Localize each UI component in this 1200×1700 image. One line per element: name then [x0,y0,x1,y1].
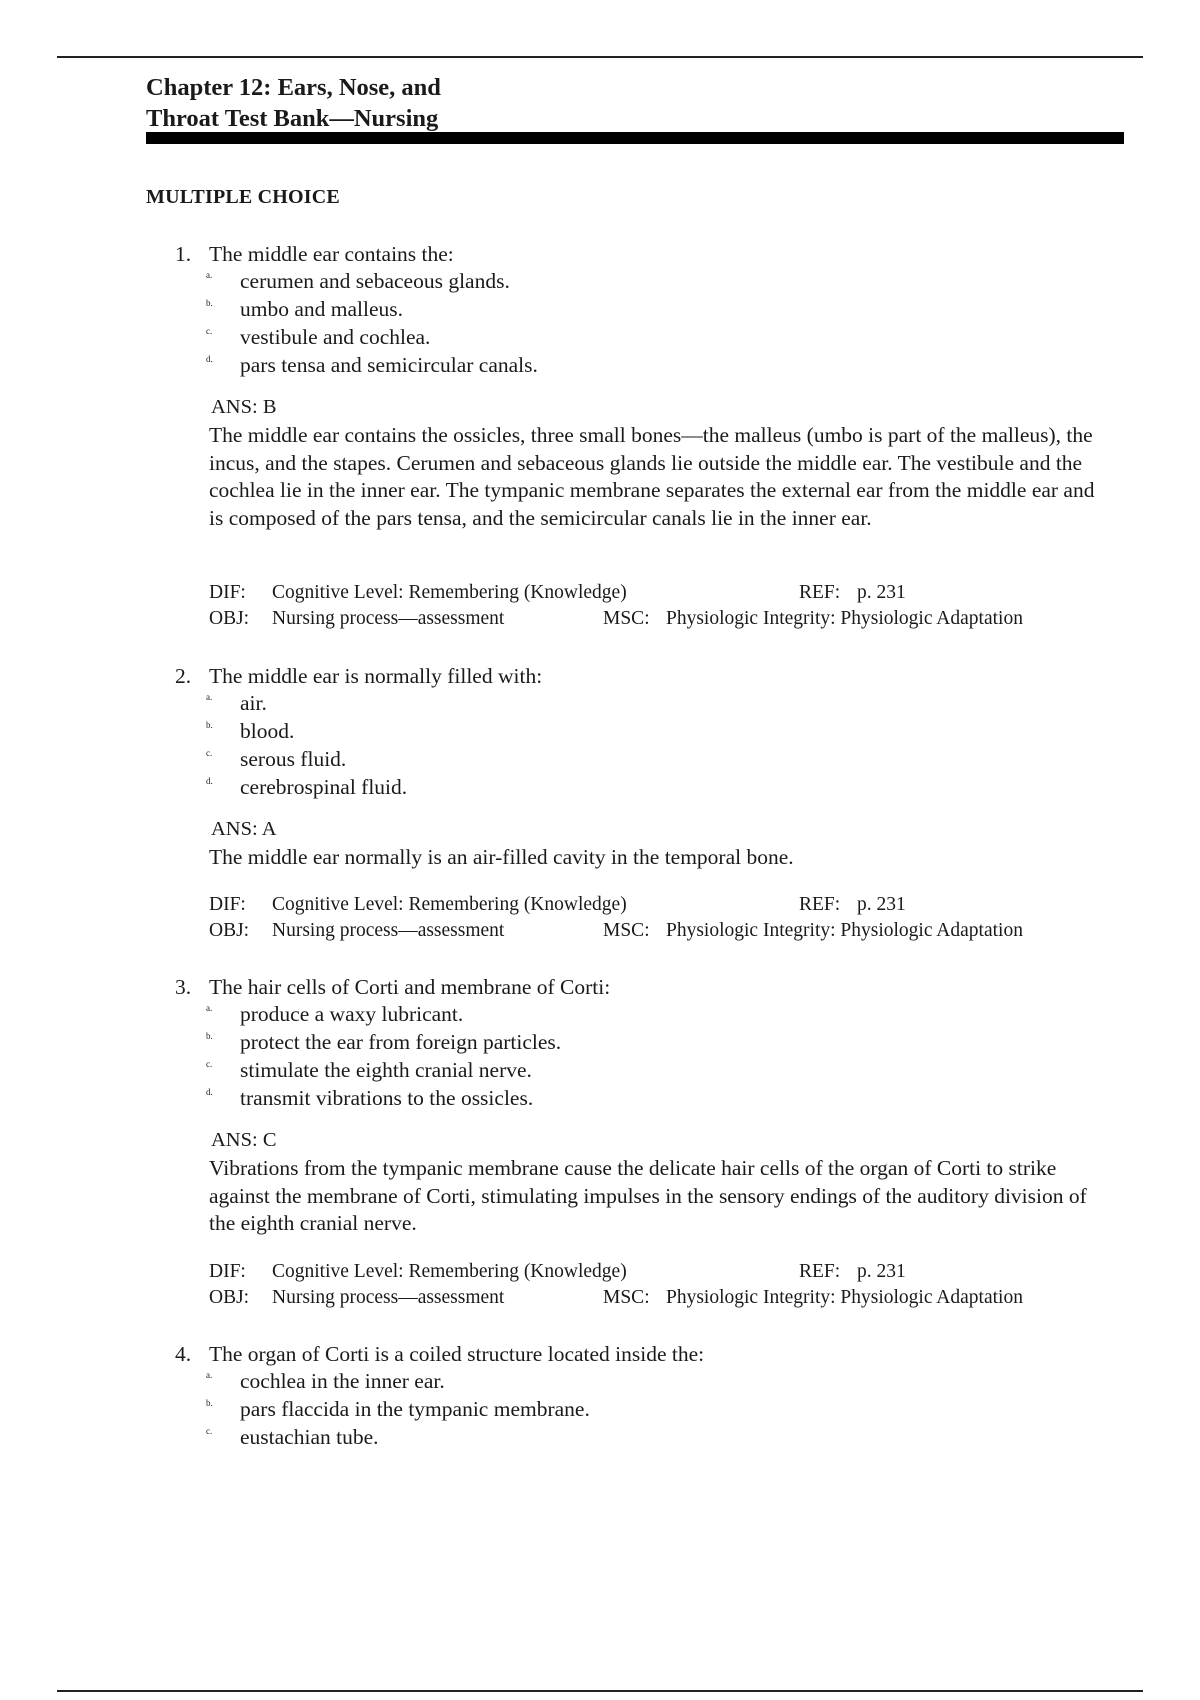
choice-c [0,323,1200,351]
ref-value: p. 231 [857,1261,906,1282]
choice-letter: d. [206,776,213,786]
msc-label: MSC: [603,1287,650,1308]
choice-text: protect the ear from foreign particles. [240,1030,562,1054]
obj-value: Nursing process—assessment [272,608,505,629]
choice-letter: a. [206,1003,213,1013]
choice-letter: c. [206,1426,213,1436]
page-title: Chapter 12: Ears, Nose, and Throat Test Bank—Nursing [146,74,441,132]
obj-value: Nursing process—assessment [272,920,505,941]
choice-letter: a. [206,692,213,702]
page-bottom-rule [57,1690,1143,1692]
dif-label: DIF: [209,582,246,603]
dif-label: DIF: [209,894,246,915]
question-number: 4. [175,1342,192,1366]
choice-a [0,267,1200,295]
ref-label: REF: [799,582,841,603]
choice-c [0,1056,1200,1084]
dif-label: DIF: [209,1261,246,1282]
choice-a [0,689,1200,717]
choice-d [0,1084,1200,1112]
ref-label: REF: [799,894,841,915]
obj-label: OBJ: [209,608,250,629]
question-number: 2. [175,664,192,688]
choice-d [0,351,1200,379]
question-stem [175,1340,704,1368]
choice-text: air. [240,691,267,715]
obj-label: OBJ: [209,1287,250,1308]
ref-value: p. 231 [857,894,906,915]
answer-rationale: The middle ear contains the ossicles, three small bones—the malleus (umbo is part of the malleus), the incus, and the stapes. Cerumen and sebaceous glands lie outside the middle ear. The vestibule and the cochlea lie in the inner ear. The tympanic membrane separates the external ear from the middle ear and is composed of the pars tensa, and the semicircular canals lie in the inner ear. [209,423,1095,531]
obj-value: Nursing process—assessment [272,1287,505,1308]
answer-rationale: Vibrations from the tympanic membrane cause the delicate hair cells of the organ of Corti to strike against the membrane of Corti, stimulating impulses in the sensory endings of the auditory division of the eighth cranial nerve. [209,1156,1087,1236]
choice-letter: d. [206,354,213,364]
choice-text: produce a waxy lubricant. [240,1002,464,1026]
question-text: The organ of Corti is a coiled structure located inside the: [209,1342,705,1366]
title-underline-bar [146,132,1124,144]
section-heading: MULTIPLE CHOICE [146,186,340,208]
question-metadata [209,1261,1109,1315]
msc-label: MSC: [603,920,650,941]
choice-text: cerebrospinal fluid. [240,775,408,799]
dif-value: Cognitive Level: Remembering (Knowledge) [272,894,627,915]
msc-value: Physiologic Integrity: Physiologic Adaptation [666,608,1023,629]
choice-text: pars flaccida in the tympanic membrane. [240,1397,590,1421]
choice-letter: c. [206,326,213,336]
choice-letter: b. [206,720,213,730]
choice-letter: c. [206,748,213,758]
dif-value: Cognitive Level: Remembering (Knowledge) [272,1261,627,1282]
choice-letter: d. [206,1087,213,1097]
choice-letter: a. [206,1370,213,1380]
choice-letter: c. [206,1059,213,1069]
choice-text: stimulate the eighth cranial nerve. [240,1058,532,1082]
choice-letter: b. [206,1031,213,1041]
question-metadata [209,582,1109,636]
page-top-rule [57,56,1143,58]
question-stem [175,240,454,268]
choice-text: eustachian tube. [240,1425,379,1449]
choice-text: cerumen and sebaceous glands. [240,269,510,293]
question-text: The middle ear contains the: [209,242,454,266]
choice-b [0,717,1200,745]
answer-rationale: The middle ear normally is an air-filled cavity in the temporal bone. [209,845,794,869]
choice-b [0,295,1200,323]
choice-c [0,1423,1200,1451]
choice-letter: b. [206,1398,213,1408]
msc-value: Physiologic Integrity: Physiologic Adaptation [666,1287,1023,1308]
question-text: The hair cells of Corti and membrane of Corti: [209,975,611,999]
choice-a [0,1000,1200,1028]
question-metadata [209,894,1109,948]
choice-c [0,745,1200,773]
choice-text: serous fluid. [240,747,347,771]
question-number: 3. [175,975,192,999]
choice-text: transmit vibrations to the ossicles. [240,1086,534,1110]
question-number: 1. [175,242,192,266]
answer-key: ANS: A [211,818,277,840]
choice-b [0,1395,1200,1423]
choice-text: umbo and malleus. [240,297,404,321]
choice-b [0,1028,1200,1056]
choice-text: blood. [240,719,295,743]
choice-d [0,773,1200,801]
msc-value: Physiologic Integrity: Physiologic Adaptation [666,920,1023,941]
question-text: The middle ear is normally filled with: [209,664,543,688]
msc-label: MSC: [603,608,650,629]
choice-letter: b. [206,298,213,308]
choice-text: vestibule and cochlea. [240,325,431,349]
question-stem [175,662,542,690]
dif-value: Cognitive Level: Remembering (Knowledge) [272,582,627,603]
choice-text: pars tensa and semicircular canals. [240,353,538,377]
ref-value: p. 231 [857,582,906,603]
choice-letter: a. [206,270,213,280]
ref-label: REF: [799,1261,841,1282]
obj-label: OBJ: [209,920,250,941]
choice-a [0,1367,1200,1395]
answer-key: ANS: B [211,396,277,418]
question-stem [175,973,610,1001]
choice-text: cochlea in the inner ear. [240,1369,445,1393]
answer-key: ANS: C [211,1129,277,1151]
